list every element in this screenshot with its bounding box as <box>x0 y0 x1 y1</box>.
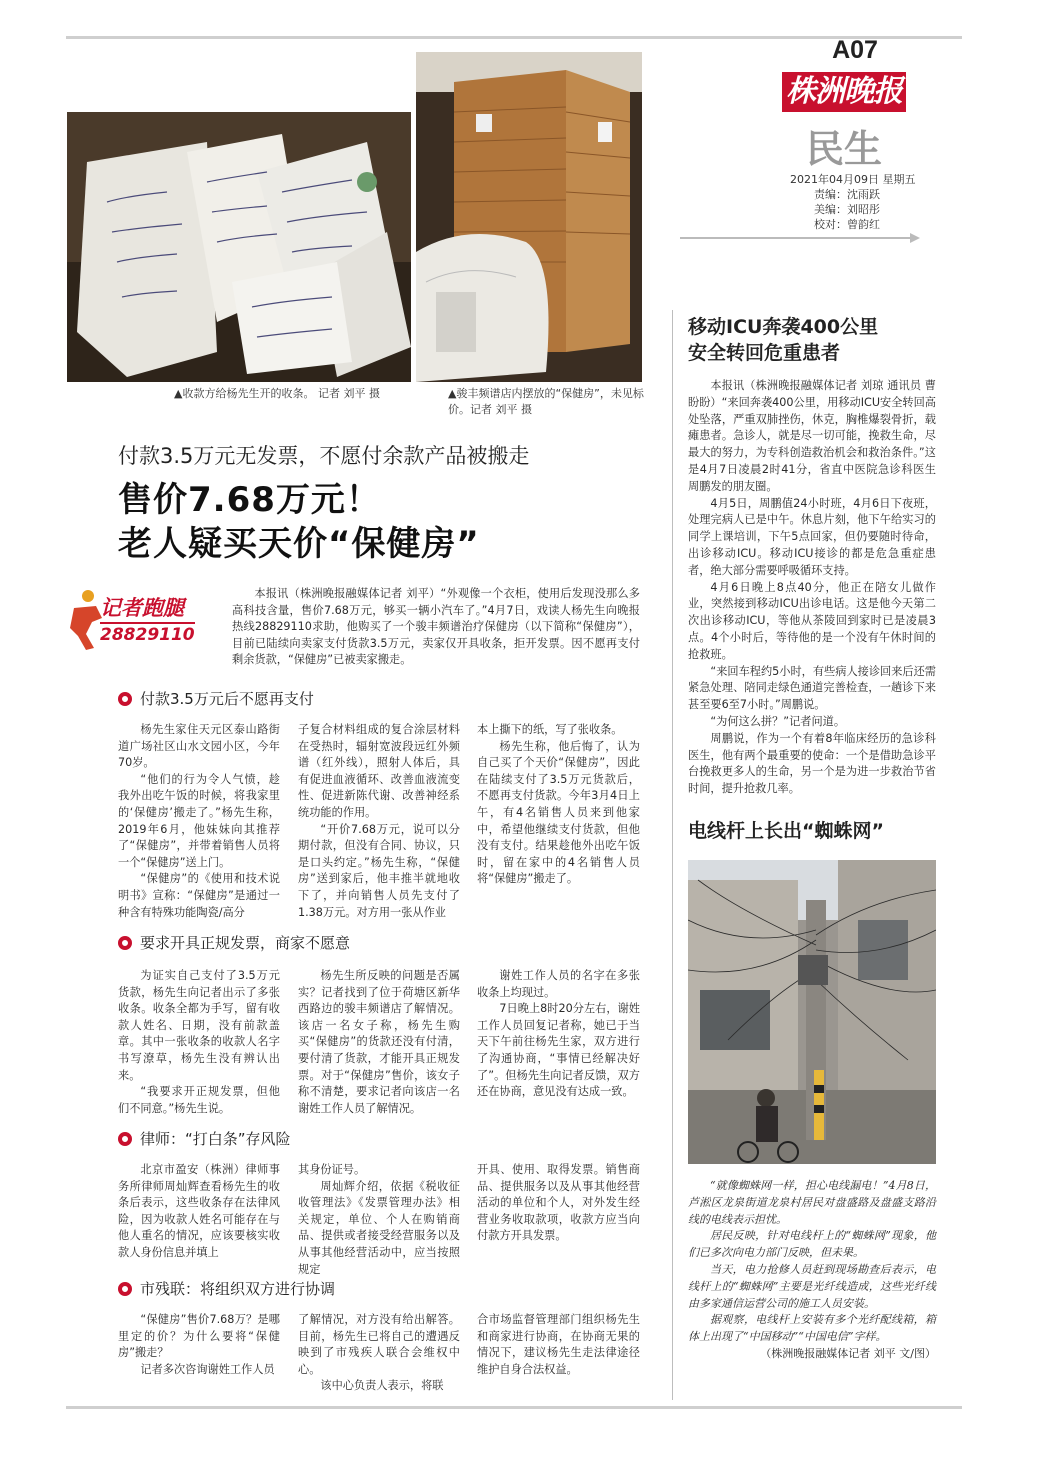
bullet-icon <box>118 936 132 950</box>
receipts-illustration <box>67 112 411 382</box>
section-heading-1: 付款3.5万元后不愿再支付 <box>118 688 314 709</box>
badge-phone: 28829110 <box>100 622 195 645</box>
page-number: A07 <box>832 36 878 64</box>
lead-paragraph: 本报讯（株洲晚报融媒体记者 刘平）“外观像一个衣柜，使用后发现没那么多高科技含量，售价7.68万元，够买一辆小汽车了。”4月7日，戏读人杨先生向晚报热线28829110求助，他购买了一个骏丰频谱治疗保健房（以下简称“保健房”），目前已陆续向卖家支付货款3.5万元，卖家仅开具收条，拒开发票。因不愿再支付剩余货款，“保健房”已被卖家搬走。 <box>232 587 640 667</box>
web-title: 电线杆上长出“蜘蛛网” <box>688 820 884 842</box>
healthroom-photo <box>416 52 642 382</box>
receipts-photo <box>67 112 411 382</box>
bullet-icon <box>118 1282 132 1296</box>
pole-illustration <box>688 860 936 1164</box>
paper-logo: 株洲晚报 <box>782 72 906 112</box>
bullet-icon <box>118 692 132 706</box>
bottom-rule <box>66 1406 962 1409</box>
badge-title: 记者跑腿 <box>100 596 184 620</box>
kicker: 付款3.5万元无发票，不愿付余款产品被搬走 <box>118 444 530 468</box>
s1-col-2: 子复合材料组成的复合涂层材料在受热时，辐射宽波段远红外频谱（红外线），照射人体后，具有促进血液循环、改善血液流变性、促进新陈代谢、改善神经系统功能的作用。 “开价7.68万元，说可以分期付款，但没有合同、协议，只是口头约定。”杨先生称，“保健房”送到家后，他丰推半就地收下了，并向销售人员先支付了1.38万元。对方用一张从作业 <box>298 723 460 919</box>
pole-photo <box>688 860 936 1164</box>
s2-col-2: 杨先生所反映的问题是否属实？记者找到了位于荷塘区新华西路边的骏丰频谱店了解情况。该店一名女子称，杨先生购买“保健房”的货款还没有付清，要付清了货款，才能开具正规发票。对于“保健房”售价，该女子称不清楚，要求记者向该店一名谢姓工作人员了解情况。 <box>298 969 460 1115</box>
editor-line: 责编：沈雨跃 <box>814 188 880 201</box>
web-body: “就像蜘蛛网一样，担心电线漏电！”4月8日，芦淞区龙泉街道龙泉村居民对盘盛路及盘盛支路沿线的电线表示担忧。 居民反映，针对电线杆上的“蜘蛛网”现象，他们已多次向电力部门反映，但未果。 当天，电力抢修人员赶到现场勘查后表示，电线杆上的“蜘蛛网”主要是光纤线造成，这些光纤线由多家通信运营公司的施工人员安装。 据观察，电线杆上安装有多个光纤配线箱，箱体上出现了“中国移动”“中国电信”字样。 （株洲晚报融媒体记者 刘平 文/图） <box>688 1179 936 1360</box>
bullet-icon <box>118 1132 132 1146</box>
section-heading-2: 要求开具正规发票，商家不愿意 <box>118 932 350 953</box>
section-heading-4: 市残联：将组织双方进行协调 <box>118 1278 335 1299</box>
proof-line: 校对：曾韵红 <box>814 218 880 231</box>
s4-col-3: 合市场监督管理部门组织杨先生和商家进行协商，在协商无果的情况下，建议杨先生走法律途径维护自身合法权益。 <box>477 1313 640 1376</box>
issue-date: 2021年04月09日 星期五 <box>790 173 916 186</box>
headline-1: 售价7.68万元！ <box>118 480 381 520</box>
healthroom-illustration <box>416 52 642 382</box>
column-divider <box>672 310 673 1400</box>
s1-col-1: 杨先生家住天元区泰山路街道广场社区山水文园小区，今年70岁。 “他们的行为令人气愤，趁我外出吃午饭的时候，将我家里的‘保健房’搬走了。”杨先生称，2019年6月，他妹妹向其推荐了“保健房”，并带着销售人员将一个“保健房”送上门。 “保健房”的《使用和技术说明书》宣称：“保健房”是通过一种含有特殊功能陶瓷/高分 <box>118 723 280 919</box>
headline-2: 老人疑买天价“保健房” <box>118 524 480 564</box>
s1-col-3: 本上撕下的纸，写了张收条。 杨先生称，他后悔了，认为自己买了个天价“保健房”，因此在陆续支付了3.5万元货款后，不愿再支付货款。今年3月4日上午，有4名销售人员来到他家中，希望他继续支付货款，但他没有支付。结果趁他外出吃午饭时，留在家中的4名销售人员将“保健房”搬走了。 <box>477 723 640 886</box>
masthead-arrow-rule <box>680 232 940 244</box>
issue-info <box>790 172 930 232</box>
designer-line: 美编：刘昭彤 <box>814 203 880 216</box>
section-heading-3: 律师：“打白条”存风险 <box>118 1128 291 1149</box>
receipts-caption: ▲收款方给杨先生开的收条。 记者 刘平 摄 <box>174 387 380 400</box>
s4-col-2: 了解情况，对方没有给出解答。目前，杨先生已将自己的遭遇反映到了市残疾人联合会维权中心。 该中心负责人表示，将联 <box>298 1313 460 1393</box>
s2-col-1: 为证实自己支付了3.5万元货款，杨先生向记者出示了多张收条。收条全都为手写，留有收款人姓名、日期，没有前款盖章。其中一张收条的收款人名字书写潦草，杨先生没有辨认出来。 “我要求开正规发票，但他们不同意。”杨先生说。 <box>118 969 280 1115</box>
s2-col-3: 谢姓工作人员的名字在多张收条上均现过。 7日晚上8时20分左右，谢姓工作人员回复记者称，她已于当天下午前往杨先生家，双方进行了沟通协商，“事情已经解决好了”。但杨先生向记者反馈，双方还在协商，意见没有达成一致。 <box>477 969 640 1099</box>
s3-col-1: 北京市盈安（株洲）律师事务所律师周灿辉查看杨先生的收条后表示，这些收条存在法律风险，因为收款人姓名可能存在与他人重名的情况，应该要核实收款人身份信息并填上 <box>118 1163 280 1259</box>
s3-col-2: 其身份证号。 周灿辉介绍，依据《税收征收管理法》《发票管理办法》相关规定，单位、个人在购销商品、提供或者接受经营服务以及从事其他经营活动中，应当按照规定 <box>298 1163 460 1276</box>
icu-body: 本报讯（株洲晚报融媒体记者 刘琼 通讯员 曹盼盼）“来回奔袭400公里，用移动ICU安全转回高处坠落，严重双肺挫伤，休克，胸椎爆裂骨折，载瘫患者。急诊人，就是尽一切可能，挽救生命，尽最大的努力，为专科创造救治机会和救治条件。”这是4月7日凌晨2时41分，省直中医院急诊科医生周鹏发的朋友圈。 4月5日，周鹏值24小时班，4月6日下夜班，处理完病人已是中午。休息片刻，他下午给实习的同学上课培训，下午5点回家，但仍要随时待命，出诊移动ICU。移动ICU接诊的都是危急重症患者，绝大部分需要呼吸循环支持。 4月6日晚上8点40分，他正在陪女儿做作业，突然接到移动ICU出诊电话。这是他今天第二次出诊移动ICU，等他从茶陵回到家时已是凌晨3点。4个小时后，等待他的是一个没有午休时间的抢救班。 “来回车程约5小时，有些病人接诊回来后还需紧急处理、陪同走绿色通道完善检查，一趟诊下来甚至要6至7小时。”周鹏说。 “为何这么拼？”记者问道。 周鹏说，作为一个有着8年临床经历的急诊科医生，他有两个最重要的使命：一个是借助急诊平台挽救更多人的生命，另一个是为进一步救治节省时间，提升抢救几率。 <box>688 379 936 796</box>
s4-col-1: “保健房”售价7.68万？是哪里定的价？为什么要将“保健房”搬走？ 记者多次咨询谢姓工作人员 <box>118 1313 280 1376</box>
section-name: 民生 <box>806 126 883 171</box>
s3-col-3: 开具、使用、取得发票。销售商品、提供服务以及从事其他经营活动的单位和个人，对外发生经营业务收取款项，收款方应当向付款方开具发票。 <box>477 1163 640 1243</box>
icu-title: 移动ICU奔袭400公里 安全转回危重患者 <box>688 316 879 364</box>
reporter-badge <box>66 588 226 650</box>
healthroom-caption: ▲骏丰频谱店内摆放的“保健房”，未见标价。记者 刘平 摄 <box>448 387 644 416</box>
